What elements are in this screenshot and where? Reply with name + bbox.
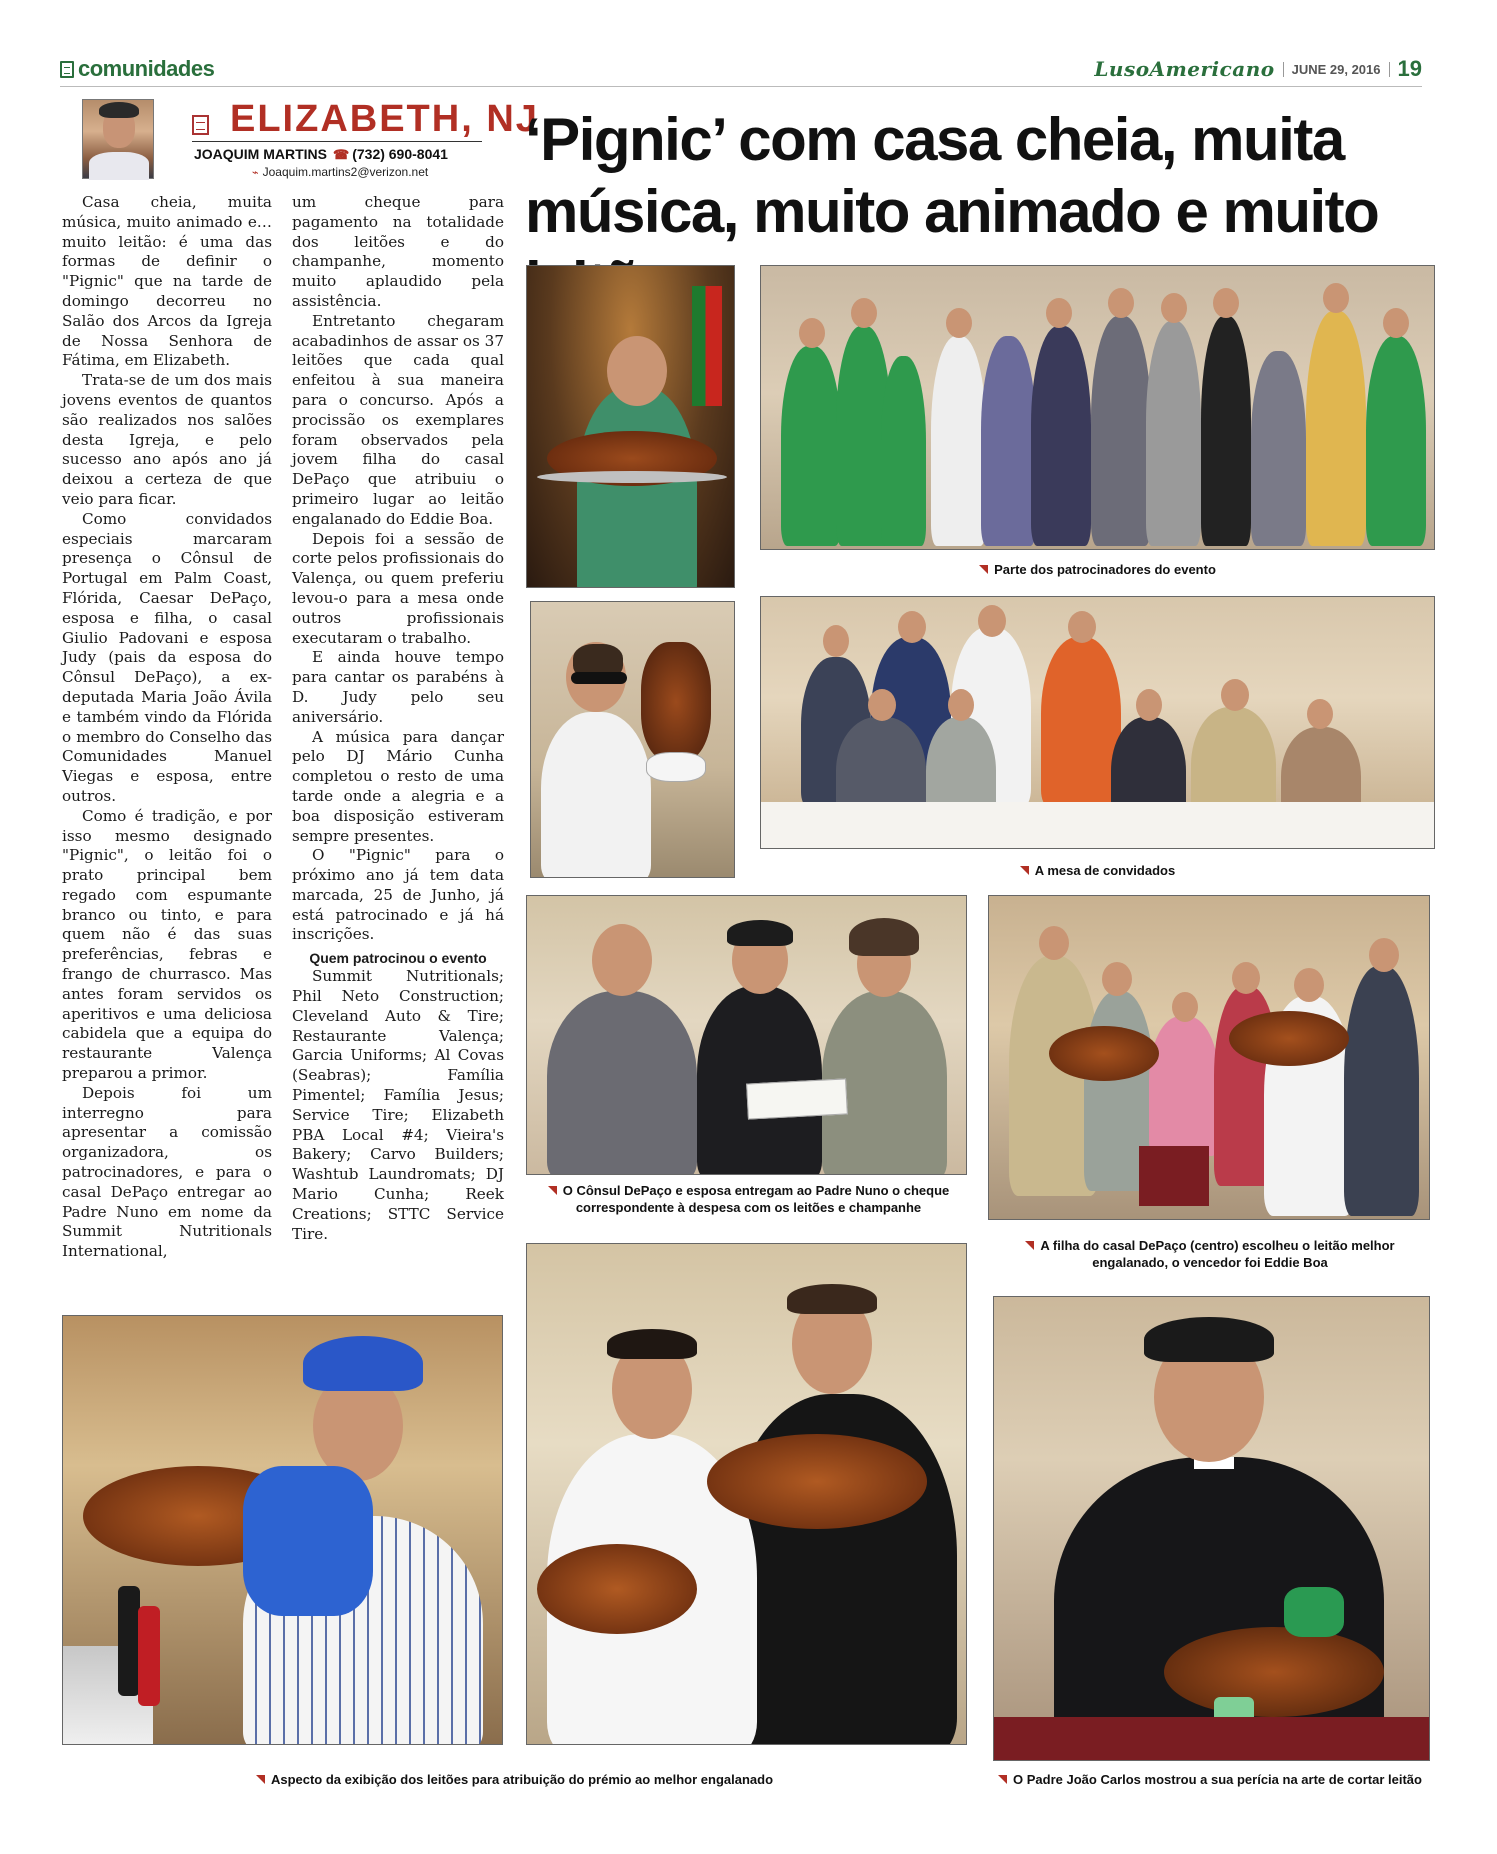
article-column-1: [62, 193, 272, 1262]
phone-icon: ☎: [333, 147, 350, 162]
caption-guests-table: A mesa de convidados: [760, 862, 1435, 879]
photo-pig-display-two-men: [526, 1243, 967, 1745]
header-divider: [60, 86, 1422, 87]
page-number: 19: [1397, 56, 1422, 81]
paragraph: Trata-se de um dos mais jovens eventos de quantos são realizados nos salões desta Igreja, e pelo sucesso ano após ano já deixou a certeza de que veio para ficar.: [62, 371, 272, 508]
paragraph: O "Pignic" para o próximo ano já tem data marcada, 25 de Junho, já está patrocinado e já há inscrições.: [292, 846, 504, 944]
caption-triangle-icon: [256, 1775, 265, 1784]
author-line: [194, 146, 448, 163]
caption-cheque: O Cônsul DePaço e esposa entregam ao Padre Nuno o cheque correspondente à despesa com os leitões e champanhe: [530, 1182, 967, 1216]
masthead-info: [1094, 56, 1422, 82]
paragraph: E ainda houve tempo para cantar os parabéns à D. Judy pelo seu aniversário.: [292, 648, 504, 726]
paragraph: A música para dançar pelo DJ Mário Cunha completou o resto de uma tarde onde a alegria e a boa disposição estiveram sempre presentes.: [292, 727, 504, 845]
headline: ‘Pignic’ com casa cheia, muita música, muito animado e muito: [525, 106, 1379, 245]
byline-divider: [192, 141, 482, 142]
photo-cheque-handover: [526, 895, 967, 1175]
paragraph: Entretanto chegaram acabadinhos de assar os 37 leitões que cada qual enfeitou à sua maneira para o concurso. Após a procissão os exemplares foram observados pela jovem filha do casal DePaço que atribuiu o primeiro lugar ao leitão engalanado do Eddie Boa.: [292, 311, 504, 528]
paragraph: Casa cheia, muita música, muito animado e… muito leitão: é uma das formas de definir o "Pignic" que na tarde de domingo decorreu no Salão dos Arcos da Igreja de Nossa Senhora de Fátima, em Elizabeth.: [62, 193, 272, 370]
issue-date: JUNE 29, 2016: [1283, 62, 1390, 77]
caption-triangle-icon: [979, 565, 988, 574]
paragraph: Depois foi a sessão de corte pelos profissionais do Valença, ou quem preferiu levou-o para a mesa onde outros profissionais executaram o trabalho.: [292, 529, 504, 647]
photo-sponsors-group: [760, 265, 1435, 550]
paragraph: Como é tradição, e por isso mesmo designado "Pignic", o leitão foi o prato principal bem regado com espumante branco ou tinto, e para quem não é das suas preferências, febras e frango de churrasco. Mas antes foram servidos os aperitivos e uma deliciosa cabidela que a equipa do restaurante Valença preparou a primor.: [62, 806, 272, 1083]
sponsors-list: Summit Nutritionals; Phil Neto Construction; Cleveland Auto & Tire; Restaurante Valença; Garcia Uniforms; Al Covas (Seabras); Família Pimentel; Família Jesus; Service Tire; Elizabeth PBA Local #4; Vieira's Bakery; Carvo Builders; Washtub Laundromats; DJ Mario Cunha; Reek Creations; STTC Service Tire.: [292, 967, 504, 1243]
photo-man-with-roast-pig: [526, 265, 735, 588]
caption-winner: A filha do casal DePaço (centro) escolheu o leitão melhor engalanado, o vencedor foi Eddie Boa: [990, 1237, 1430, 1271]
photo-pig-display-man: [62, 1315, 503, 1745]
photo-priest-carving: [993, 1296, 1430, 1761]
paragraph: um cheque para pagamento na totalidade dos leitões e do champanhe, momento muito aplaudido pela assistência.: [292, 193, 504, 310]
article-column-2: [292, 193, 504, 1244]
author-photo: [82, 99, 154, 179]
caption-triangle-icon: [1025, 1241, 1034, 1250]
paragraph: Como convidados especiais marcaram presença o Cônsul de Portugal em Palm Coast, Flórida, Caesar DePaço, esposa e filha, o casal Giulio Padovani e esposa Judy (pais da esposa do Cônsul DePaço), a ex-deputada Maria João Ávila e também vindo da Flórida o membro do Conselho das Comunidades Manuel Viegas e esposa, entre outros.: [62, 509, 272, 805]
document-icon: [192, 115, 209, 135]
caption-triangle-icon: [548, 1186, 557, 1195]
section-label: [60, 56, 214, 82]
caption-pig-display: Aspecto da exibição dos leitões para atribuição do prémio ao melhor engalanado: [62, 1771, 967, 1788]
mouse-icon: ⌁: [252, 167, 259, 179]
author-name: JOAQUIM MARTINS: [194, 146, 327, 162]
newspaper-logo: LusoAmericano: [1094, 57, 1275, 81]
photo-woman-with-decorated-pig: [530, 601, 735, 878]
caption-triangle-icon: [1020, 866, 1029, 875]
column-title: ELIZABETH, NJ: [230, 98, 539, 140]
document-icon: [60, 61, 74, 78]
email-line: [252, 165, 428, 179]
photo-winner-selection: [988, 895, 1430, 1220]
sponsors-title: Quem patrocinou o evento: [309, 950, 487, 967]
section-name: comunidades: [78, 56, 215, 81]
caption-sponsors: Parte dos patrocinadores do evento: [760, 561, 1435, 578]
author-phone: (732) 690-8041: [352, 146, 448, 162]
author-email[interactable]: Joaquim.martins2@verizon.net: [262, 165, 429, 179]
photo-guests-table: [760, 596, 1435, 849]
caption-priest: O Padre João Carlos mostrou a sua perícia na arte de cortar leitão: [990, 1771, 1430, 1788]
caption-triangle-icon: [998, 1775, 1007, 1784]
paragraph: Depois foi um interregno para apresentar a comissão organizadora, os patrocinadores, e para o casal DePaço entregar ao Padre Nuno em nome da Summit Nutritionals International,: [62, 1083, 272, 1261]
